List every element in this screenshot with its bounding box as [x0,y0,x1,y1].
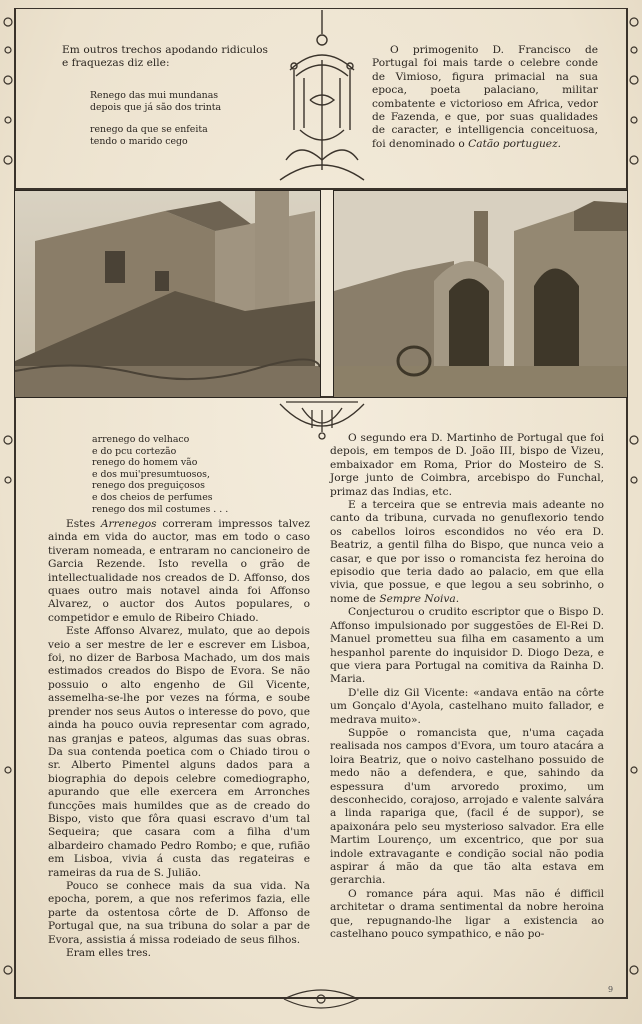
verse-line: renego dos mil costumes . . . [92,503,229,515]
verse-line: e do pcu cortezão [92,445,177,457]
top-right-column [372,44,598,151]
catao-italic: Catão portuguez. [468,137,562,150]
top-right-paragraph [372,44,598,151]
right-paragraph-5: Suppõe o romancista que, n'uma caçada realisada nos campos d'Evora, um touro atacára a loira Beatriz, que o noivo castelhano possuido de medo não a defendera, e que, sahindo da espessura d'um arvoredo proximo, um desconhecido, corajoso, arrojado e valente salvára a linda rapariga que, (facil é de suppor), se apaixonára pelo seu mysterioso salvador. Era elle Martim Lourenço, um excentrico, que por sua indole extravagante e condição social não podia aspirar á mão da que tão alta estava em gerarchia. [330,726,604,887]
left-paragraph-4: Eram elles tres. [66,947,152,959]
verse-line: tendo o marido cego [90,135,188,147]
photo-stone-ruins-facade [14,190,321,398]
top-left-column [62,44,268,71]
right-paragraph-6: O romance pára aqui. Mas não é difficil architetar o drama sentimental da nobre heroina que, repugnando-lhe ligar a existencia ao castelhano pouco sympathico, e não po- [330,887,604,941]
arrenegos-italic: Arrenegos [100,518,157,530]
right-main-column [330,432,604,941]
top-center-ornament [270,10,374,190]
top-left-intro: Em outros trechos apodando ridiculos e fraquezas diz elle: [62,44,268,70]
left-paragraph-1 [48,518,310,625]
page-number: 9 [608,985,614,994]
bottom-center-ornament [280,985,362,1015]
left-column-border-ornament [0,10,16,1000]
verse-line: depois que já são dos trinta [90,101,222,113]
left-column-verse [92,434,228,515]
paragraph-text: E a terceira que se entrevia mais adeante no canto da tribuna, curvada no genuflexorio tendo os cabellos loiros escondidos no véo era D. Beatriz, a gentil filha do Bispo, que nunca veio a casar, e que por isso o romancista fez heroina do episodio que teria dado ao palacio, em que ella vivia, que possue, e que legou a seu sobrinho, o nome de [330,499,604,605]
left-main-column [48,518,310,960]
sempre-noiva-italic: Sempre Noiva. [379,592,460,605]
verse-line [90,113,221,124]
right-paragraph-4: D'elle diz Gil Vicente: «andava então na côrte um Gonçalo d'Ayola, castelhano muito fallador, e medrava muito». [330,686,604,726]
frame-top-horizontal [14,8,628,9]
verse-line: e dos cheios de perfumes [92,491,213,503]
right-paragraph-2 [330,499,604,606]
verse-line: arrenego do velhaco [92,434,190,445]
right-column-border-ornament [626,10,642,1000]
right-paragraph-3: Conjecturou o crudito escriptor que o Bispo D. Affonso impulsionado por suggestões de El-Rei D. Manuel prometteu sua filha em casamento a um hespanhol parente do inquisidor D. Diogo Deza, e que viera para Portugal na comitiva da Rainha D. Maria. [330,606,604,686]
left-paragraph-3: Pouco se conhece mais da sua vida. Na epocha, porem, a que nos referimos fazia, elle parte da ostentosa côrte de D. Affonso de Portugal que, na sua tribuna do solar a par de Evora, assistia á missa rodeiado de seus filhos. [48,879,310,946]
paragraph-text: O primogenito D. Francisco de Portugal foi mais tarde o celebre conde de Vimioso, figura primacial na sua epoca, poeta palaciano, militar combatente e victorioso em Africa, vedor de Fazenda, e que, por suas qualidades de caracter, e intelligencia conceituosa, foi denominado o [372,44,598,150]
top-left-verse [90,90,221,147]
verse-line: renego do homem vão [92,457,198,469]
verse-line: Renego das mui mundanas [90,90,219,101]
verse-line: e dos mui'presumtuosos, [92,468,210,480]
paragraph-text: Estes [66,518,101,530]
right-paragraph-1: O segundo era D. Martinho de Portugal que foi depois, em tempos de D. João III, bispo de Vizeu, embaixador em Roma, Prior do Mosteiro de S. Jorge junto de Coimbra, arcebispo do Funchal, primaz das Indias, etc. [330,432,604,498]
photo-ruined-arches [333,190,628,398]
paragraph-text: correram impressos talvez ainda em vida do auctor, mas em todo o caso tiveram nomeada, e entraram no cancioneiro de Garcia Rezende. Isto revella o grão de intellectualidade nos creados de D. Affonso, dos quaes outro mais notavel ainda foi Affonso Alvarez, o auctor dos Autos populares, o competidor e emulo de Ribeiro Chiado. [48,518,310,624]
left-paragraph-2: Este Affonso Alvarez, mulato, que ao depois veio a ser mestre de ler e escrever em Lisboa, foi, no dizer de Barbosa Machado, um dos mais estimados creados do Bispo de Evora. Se não possuio o alto engenho de Gil Vicente, assemelha-se-lhe por vezes na fórma, e soube prender nos seus Autos o interesse do povo, que ainda ha pouco ouvia representar com agrado, nas granjas e pateos, algumas das suas obras. Da sua contenda poetica com o Chiado tirou o sr. Alberto Pimentel alguns dados para a biographia do depois celebre comediographo, apurando que elle exercera em Arronches funcções mais humildes que as de creado do Bispo, visto que fôra quasi escravo d'um tal Sequeira; que casara com a filha d'um albardeiro chamado Pedro Rombo; e que, rufião em Lisboa, vivia á custa das regateiras e rameiras da rua de S. Julião. [48,625,310,879]
verse-line: renego dos preguiçosos [92,480,205,492]
verse-line: renego da que se enfeita [90,124,208,136]
